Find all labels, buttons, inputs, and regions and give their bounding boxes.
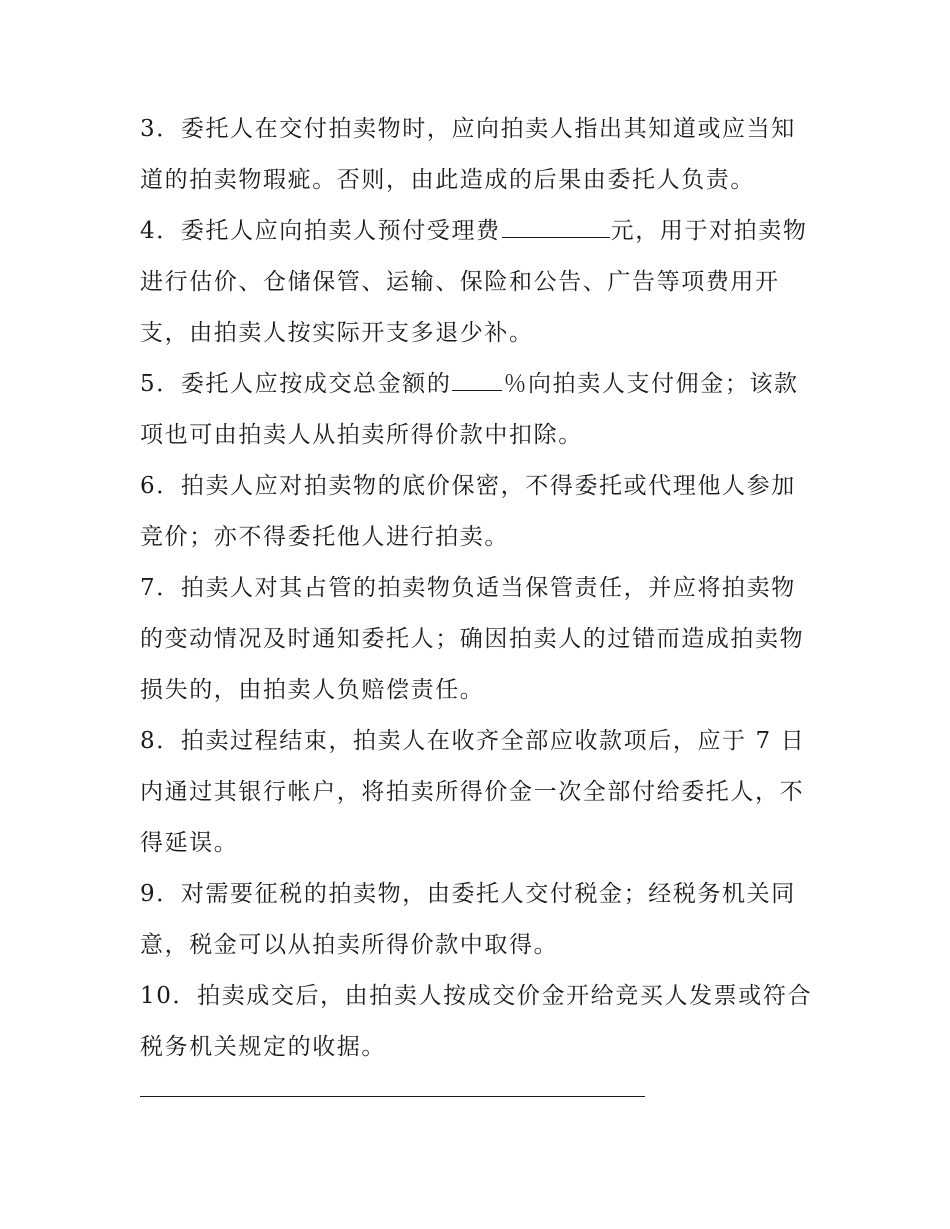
clause-6	[140, 461, 820, 563]
clause-text: ％向拍卖人支付佣金；该款项也可由拍卖人从拍卖所得价款中扣除。	[140, 371, 799, 448]
clause-number: 3．	[140, 116, 181, 142]
clause-text: 拍卖过程结束，拍卖人在收齐全部应收款项后，应于 7 日内通过其银行帐户，将拍卖所得价金一次全部付给委托人，不得延误。	[140, 728, 806, 856]
clause-text: 拍卖成交后，由拍卖人按成交价金开给竞买人发票或符合税务机关规定的收据。	[140, 983, 813, 1060]
commission-percent-blank	[452, 368, 502, 391]
clause-number: 9．	[140, 881, 181, 907]
clause-number: 8．	[140, 728, 181, 754]
clause-3	[140, 104, 820, 206]
clause-number: 10．	[140, 983, 198, 1009]
section-divider-line	[140, 1096, 645, 1097]
clause-number: 4．	[140, 218, 181, 244]
clause-9	[140, 869, 820, 971]
clause-text: 委托人在交付拍卖物时，应向拍卖人指出其知道或应当知道的拍卖物瑕疵。否则，由此造成的后果由委托人负责。	[140, 116, 796, 193]
clause-text: 元，用于对拍卖物进行估价、仓储保管、运输、保险和公告、广告等项费用开支，由拍卖人按实际开支多退少补。	[140, 218, 808, 346]
clause-number: 7．	[140, 575, 181, 601]
clause-7	[140, 563, 820, 716]
clause-text: 委托人应向拍卖人预付受理费	[180, 218, 501, 244]
clause-text: 拍卖人应对拍卖物的底价保密，不得委托或代理他人参加竞价；亦不得委托他人进行拍卖。	[140, 473, 796, 550]
fee-amount-blank	[502, 215, 610, 238]
clause-10	[140, 971, 820, 1073]
clause-4	[140, 206, 820, 359]
clause-number: 5．	[140, 371, 181, 397]
contract-clauses	[140, 104, 820, 1073]
clause-text: 对需要征税的拍卖物，由委托人交付税金；经税务机关同意，税金可以从拍卖所得价款中取得。	[140, 881, 796, 958]
clause-number: 6．	[140, 473, 181, 499]
clause-text: 委托人应按成交总金额的	[180, 371, 452, 397]
clause-5	[140, 359, 820, 461]
clause-text: 拍卖人对其占管的拍卖物负适当保管责任，并应将拍卖物的变动情况及时通知委托人；确因拍卖人的过错而造成拍卖物损失的，由拍卖人负赔偿责任。	[140, 575, 805, 703]
clause-8	[140, 716, 820, 869]
